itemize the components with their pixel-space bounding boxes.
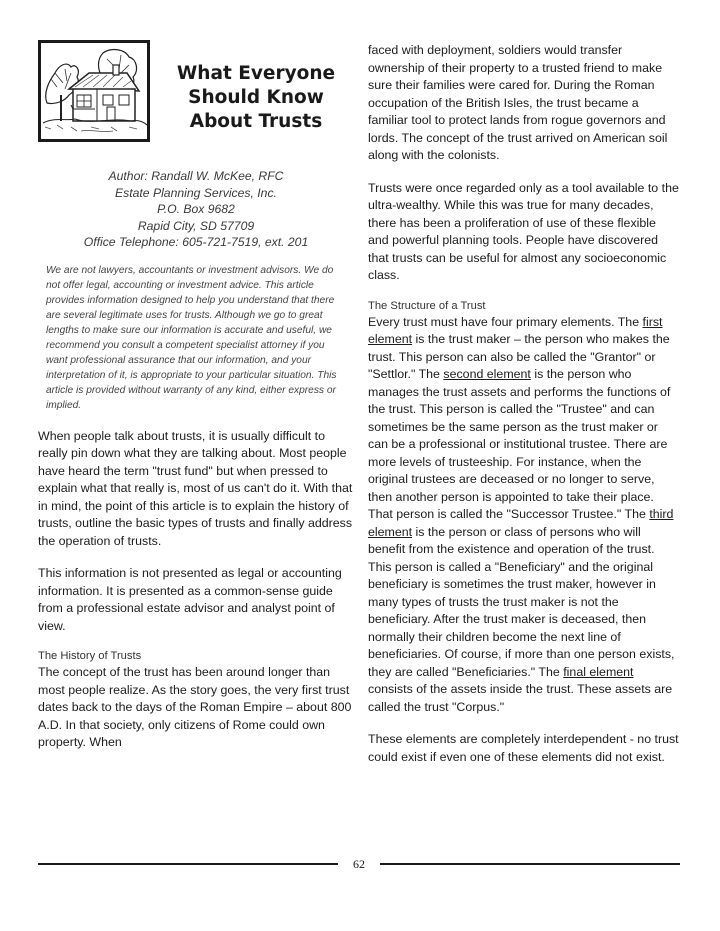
structure-text: is the person who manages the trust assets and performs the functions of the trust. This person is called the "Trustee" and can sometimes be the same person as the trust maker or can be a professional or institutional trustee. There are more levels of trusteeship. For instance, when the original trustees are deceased or no longer to serve, then another person is appointed to take their place. That person is called the "Successor Trustee." The bbox=[368, 367, 671, 521]
left-column bbox=[38, 40, 354, 752]
page-number: 62 bbox=[353, 857, 365, 871]
author-line: Author: Randall W. McKee, RFC bbox=[108, 169, 284, 183]
footer-rule-left bbox=[38, 863, 338, 865]
ultra-wealthy-paragraph: Trusts were once regarded only as a tool available to the ultra-wealthy. While this was true for many decades, there has been a proliferation of use of these flexible and powerful planning tools. People have discovered that trusts can be useful for almost any socioeconomic class. bbox=[368, 180, 679, 282]
first-element-term: first element bbox=[368, 314, 663, 346]
city-line: Rapid City, SD 57709 bbox=[137, 218, 255, 233]
article-title bbox=[166, 62, 346, 134]
title-line: What Everyone bbox=[176, 63, 336, 84]
structure-heading: The Structure of a Trust bbox=[368, 299, 486, 312]
page-footer bbox=[38, 856, 680, 872]
house-sketch-drawing bbox=[41, 43, 147, 139]
closing-paragraph: These elements are completely interdependent - no trust could exist if even one of these elements did not exist. bbox=[368, 732, 679, 764]
title-line: About Trusts bbox=[189, 111, 323, 132]
footer-rule-right bbox=[380, 863, 680, 865]
second-element-term: second element bbox=[443, 367, 531, 381]
right-column bbox=[368, 42, 680, 766]
disclaimer: We are not lawyers, accountants or investment advisors. We do not offer legal, accounting or investment advice. This article provides information designed to help you understand that there are several legitimate uses for trusts. Although we go to great lengths to make sure our information is accurate and useful, we recommend you consult a competent specialist attorney if you want professional assurance that our information, and your interpretation of it, is appropriate to your particular situation. This article is provided without warranty of any kind, either express or implied. bbox=[46, 264, 337, 411]
house-sketch-icon bbox=[38, 40, 150, 142]
history-paragraph: The concept of the trust has been around longer than most people realize. As the story goes, the very first trust dates back to the days of the Roman Empire – about 800 A.D. In that society, only citizens of Rome could own property. When bbox=[38, 665, 352, 749]
notice-paragraph: This information is not presented as legal or accounting information. It is presented as a common-sense guide from a professional estate advisor and analyst point of view. bbox=[38, 566, 342, 633]
phone-line: Office Telephone: 605-721-7519, ext. 201 bbox=[83, 235, 309, 249]
final-element-term: final element bbox=[563, 664, 634, 679]
article-header bbox=[38, 40, 354, 150]
title-line: Should Know bbox=[188, 87, 324, 108]
structure-text: is the trust maker – the person who makes the trust. This person can also be called the "Grantor" or "Settlor." The bbox=[368, 332, 670, 381]
intro-paragraph: When people talk about trusts, it is usually difficult to really pin down what they are talking about. Most people have heard the term "trust fund" but when pressed to explain what that really is, most of us can't do it. With that in mind, the point of this article is to explain the history of trusts, outline the basic types of trusts and finally address the operation of trusts. bbox=[38, 428, 353, 548]
structure-text: is the person or class of persons who will benefit from the existence and operation of the trust. This person is called a "Beneficiary" and the original beneficiary is sometimes the trust maker, however in many types of trusts the trust maker is not the beneficiary. After the trust maker is deceased, then normally their children become the next line of beneficiaries. Of course, if more than one person exists, they are called "Beneficiaries." The bbox=[368, 524, 675, 679]
structure-text: consists of the assets inside the trust. These assets are called the trust "Corpus." bbox=[368, 682, 673, 714]
company-line: Estate Planning Services, Inc. bbox=[115, 185, 277, 200]
history-continued-paragraph: faced with deployment, soldiers would transfer ownership of their property to a trusted friend to make sure their families were cared for. During the Roman occupation of the British Isles, the trust became a familiar tool to protect lands from rogue governors and lords. The concept of the trust arrived on American soil along with the colonists. bbox=[368, 43, 668, 162]
third-element-term: third element bbox=[368, 507, 674, 539]
history-heading: The History of Trusts bbox=[38, 650, 142, 662]
structure-paragraph bbox=[368, 314, 680, 717]
address-line: P.O. Box 9682 bbox=[157, 202, 235, 216]
author-block bbox=[38, 168, 354, 251]
structure-text: Every trust must have four primary elements. The bbox=[368, 314, 643, 329]
